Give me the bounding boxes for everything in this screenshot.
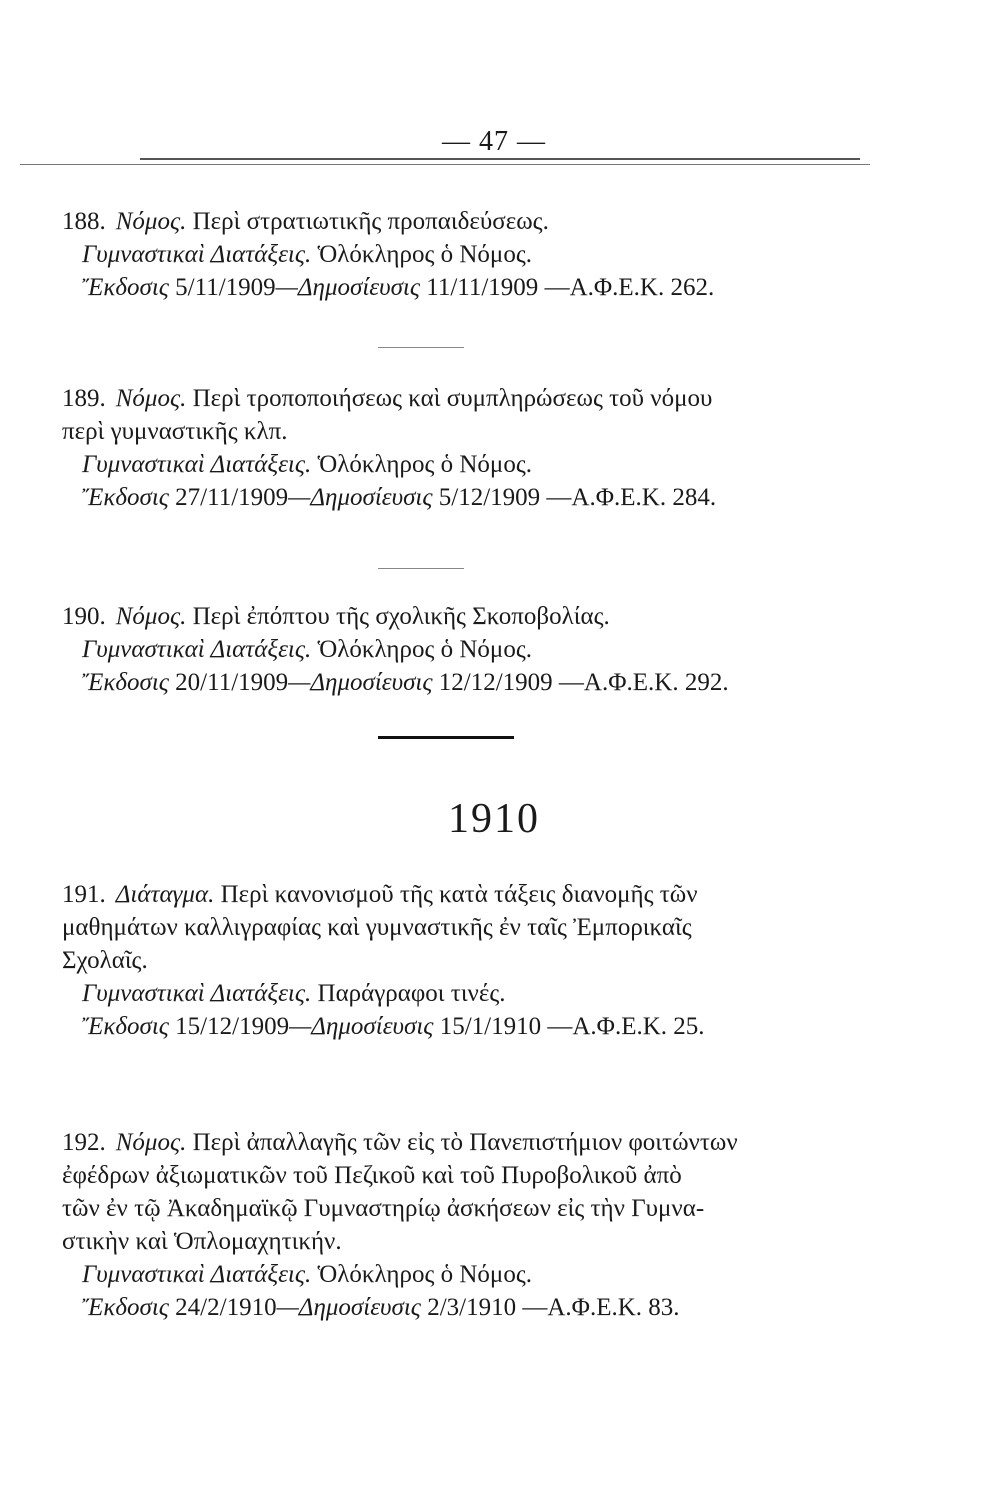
entry-title-continuation: στικὴν καὶ Ὁπλομαχητικήν. xyxy=(62,1228,342,1255)
publication-label: —Δημοσίευσις xyxy=(276,1294,421,1321)
provisions-text: Ὁλόκληρος ὁ Νόμος. xyxy=(317,636,532,663)
entry-provisions xyxy=(62,633,872,666)
gazette-reference: —Α.Φ.Ε.Κ. 284. xyxy=(546,484,717,511)
issue-date: 5/11/1909 xyxy=(175,274,276,301)
publication-label: —Δημοσίευσις xyxy=(275,274,421,301)
entry-189 xyxy=(62,382,872,514)
provisions-label: Γυμναστικαὶ Διατάξεις. xyxy=(82,636,312,663)
entry-separator xyxy=(378,347,464,348)
entry-number: 191. xyxy=(62,881,106,908)
publication-label: —Δημοσίευσις xyxy=(289,1013,434,1040)
issue-label: Ἔκδοσις xyxy=(82,274,169,301)
entry-title-line xyxy=(62,878,872,911)
entry-dates xyxy=(62,271,872,304)
entry-type: Νόμος. xyxy=(115,385,187,412)
entry-title-continuation: Σχολαῖς. xyxy=(62,947,148,974)
gazette-reference: —Α.Φ.Ε.Κ. 292. xyxy=(558,669,729,696)
entry-dates xyxy=(62,1291,872,1324)
issue-date: 27/11/1909 xyxy=(175,484,289,511)
entry-type: Διάταγμα. xyxy=(115,881,215,908)
entry-separator xyxy=(378,568,464,569)
entry-number: 192. xyxy=(62,1129,106,1156)
entry-title: Περὶ ἐπόπτου τῆς σχολικῆς Σκοποβολίας. xyxy=(192,603,610,630)
entry-title-line xyxy=(62,205,872,238)
entry-title-continuation: τῶν ἐν τῷ Ἀκαδημαϊκῷ Γυμναστηρίῳ ἀσκήσεων εἰς τὴν Γυμνα- xyxy=(62,1195,705,1222)
entry-191 xyxy=(62,878,872,1043)
entry-190 xyxy=(62,600,872,699)
gazette-reference: —Α.Φ.Ε.Κ. 83. xyxy=(522,1294,680,1321)
publication-date: 2/3/1910 xyxy=(427,1294,517,1321)
issue-label: Ἔκδοσις xyxy=(82,1294,169,1321)
entry-number: 189. xyxy=(62,385,106,412)
entry-title: Περὶ τροποποιήσεως καὶ συμπληρώσεως τοῦ νόμου xyxy=(192,385,713,412)
entry-title-continuation: ἐφέδρων ἀξιωματικῶν τοῦ Πεζικοῦ καὶ τοῦ Πυροβολικοῦ ἀπὸ xyxy=(62,1162,682,1189)
provisions-text: Ὁλόκληρος ὁ Νόμος. xyxy=(317,451,532,478)
entry-provisions xyxy=(62,448,872,481)
provisions-label: Γυμναστικαὶ Διατάξεις. xyxy=(82,241,312,268)
entry-title-continuation: μαθημάτων καλλιγραφίας καὶ γυμναστικῆς ἐν ταῖς Ἐμπορικαῖς xyxy=(62,914,692,941)
header-rule xyxy=(140,158,860,160)
entry-title: Περὶ κανονισμοῦ τῆς κατὰ τάξεις διανομῆς τῶν xyxy=(220,881,698,908)
entry-number: 188. xyxy=(62,208,106,235)
entry-title-line xyxy=(62,382,872,415)
issue-label: Ἔκδοσις xyxy=(82,1013,169,1040)
issue-date: 20/11/1909 xyxy=(175,669,289,696)
entry-type: Νόμος. xyxy=(115,603,187,630)
entry-title-line xyxy=(62,1126,872,1159)
provisions-text: Ὁλόκληρος ὁ Νόμος. xyxy=(317,1261,532,1288)
entry-provisions xyxy=(62,977,872,1010)
page-number: — 47 — xyxy=(442,126,546,157)
section-separator xyxy=(378,736,514,739)
publication-date: 11/11/1909 xyxy=(426,274,539,301)
entry-title-continuation: περὶ γυμναστικῆς κλπ. xyxy=(62,418,288,445)
provisions-label: Γυμναστικαὶ Διατάξεις. xyxy=(82,980,312,1007)
entry-title: Περὶ στρατιωτικῆς προπαιδεύσεως. xyxy=(192,208,549,235)
entry-dates xyxy=(62,1010,872,1043)
entry-dates xyxy=(62,666,872,699)
gazette-reference: —Α.Φ.Ε.Κ. 25. xyxy=(547,1013,705,1040)
entry-title: Περὶ ἀπαλλαγῆς τῶν εἰς τὸ Πανεπιστήμιον φοιτώντων xyxy=(192,1129,738,1156)
header-rule-secondary xyxy=(20,164,870,165)
issue-date: 24/2/1910 xyxy=(175,1294,277,1321)
issue-date: 15/12/1909 xyxy=(175,1013,290,1040)
year-heading: 1910 xyxy=(448,796,540,842)
entry-188 xyxy=(62,205,872,304)
entry-type: Νόμος. xyxy=(115,1129,187,1156)
publication-label: —Δημοσίευσις xyxy=(288,484,433,511)
entry-type: Νόμος. xyxy=(115,208,187,235)
entry-192 xyxy=(62,1126,872,1324)
entry-number: 190. xyxy=(62,603,106,630)
provisions-text: Παράγραφοι τινές. xyxy=(317,980,506,1007)
provisions-label: Γυμναστικαὶ Διατάξεις. xyxy=(82,451,312,478)
entry-dates xyxy=(62,481,872,514)
publication-date: 5/12/1909 xyxy=(438,484,541,511)
publication-date: 12/12/1909 xyxy=(438,669,553,696)
provisions-text: Ὁλόκληρος ὁ Νόμος. xyxy=(317,241,532,268)
publication-date: 15/1/1910 xyxy=(439,1013,542,1040)
entry-provisions xyxy=(62,1258,872,1291)
entry-title-line xyxy=(62,600,872,633)
publication-label: —Δημοσίευσις xyxy=(288,669,433,696)
gazette-reference: —Α.Φ.Ε.Κ. 262. xyxy=(544,274,715,301)
issue-label: Ἔκδοσις xyxy=(82,484,169,511)
provisions-label: Γυμναστικαὶ Διατάξεις. xyxy=(82,1261,312,1288)
issue-label: Ἔκδοσις xyxy=(82,669,169,696)
entry-provisions xyxy=(62,238,872,271)
